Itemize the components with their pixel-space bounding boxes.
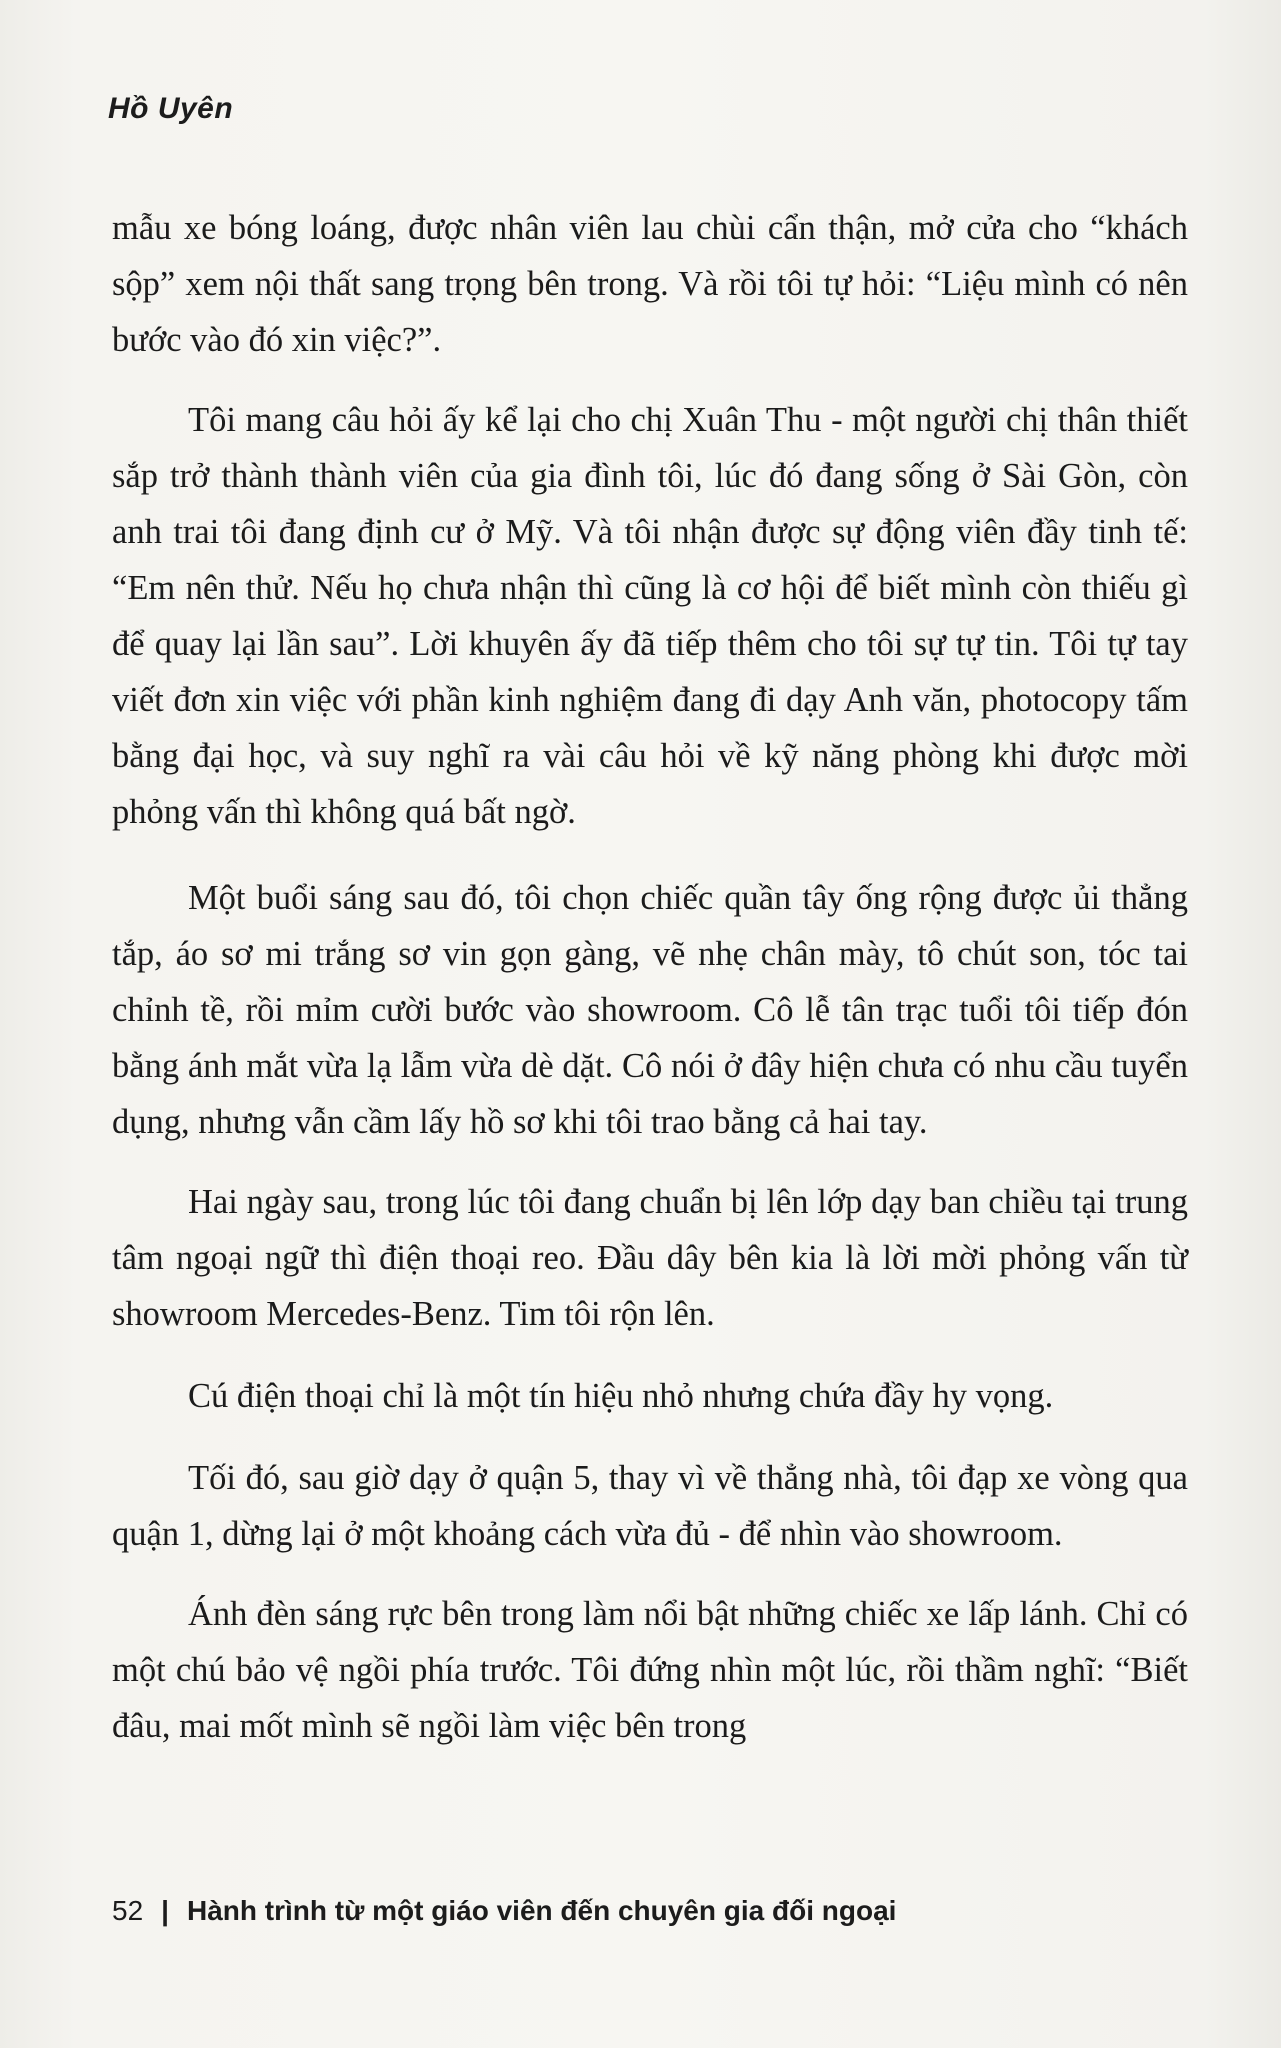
paragraph-6: Tối đó, sau giờ dạy ở quận 5, thay vì về thẳng nhà, tôi đạp xe vòng qua quận 1, dừng lại ở một khoảng cách vừa đủ - để nhìn vào showroom. [112,1459,1188,1553]
paragraph-1: mẫu xe bóng loáng, được nhân viên lau chùi cẩn thận, mở cửa cho “khách sộp” xem nội thất sang trọng bên trong. Và rồi tôi tự hỏi: “Liệu mình có nên bước vào đó xin việc?”. [112,209,1188,359]
footer-separator: | [161,1895,169,1926]
page-number: 52 [112,1895,144,1926]
paragraph-5: Cú điện thoại chỉ là một tín hiệu nhỏ nhưng chứa đầy hy vọng. [188,1377,1054,1415]
body-text [112,200,1188,1778]
paragraph-3: Một buổi sáng sau đó, tôi chọn chiếc quần tây ống rộng được ủi thẳng tắp, áo sơ mi trắng sơ vin gọn gàng, vẽ nhẹ chân mày, tô chút son, tóc tai chỉnh tề, rồi mỉm cười bước vào showroom. Cô lễ tân trạc tuổi tôi tiếp đón bằng ánh mắt vừa lạ lẫm vừa dè dặt. Cô nói ở đây hiện chưa có nhu cầu tuyển dụng, nhưng vẫn cầm lấy hồ sơ khi tôi trao bằng cả hai tay. [112,879,1188,1141]
running-header-author: Hồ Uyên [108,92,234,125]
paragraph-2: Tôi mang câu hỏi ấy kể lại cho chị Xuân Thu - một người chị thân thiết sắp trở thành thành viên của gia đình tôi, lúc đó đang sống ở Sài Gòn, còn anh trai tôi đang định cư ở Mỹ. Và tôi nhận được sự động viên đầy tinh tế: “Em nên thử. Nếu họ chưa nhận thì cũng là cơ hội để biết mình còn thiếu gì để quay lại lần sau”. Lời khuyên ấy đã tiếp thêm cho tôi sự tự tin. Tôi tự tay viết đơn xin việc với phần kinh nghiệm đang đi dạy Anh văn, photocopy tấm bằng đại học, và suy nghĩ ra vài câu hỏi về kỹ năng phòng khi được mời phỏng vấn thì không quá bất ngờ. [112,401,1188,831]
paragraph-4: Hai ngày sau, trong lúc tôi đang chuẩn bị lên lớp dạy ban chiều tại trung tâm ngoại ngữ thì điện thoại reo. Đầu dây bên kia là lời mời phỏng vấn từ showroom Mercedes-Benz. Tim tôi rộn lên. [112,1183,1188,1333]
paragraph-7: Ánh đèn sáng rực bên trong làm nổi bật những chiếc xe lấp lánh. Chỉ có một chú bảo vệ ngồi phía trước. Tôi đứng nhìn một lúc, rồi thầm nghĩ: “Biết đâu, mai mốt mình sẽ ngồi làm việc bên trong [112,1595,1188,1745]
page-footer [112,1895,896,1927]
book-title: Hành trình từ một giáo viên đến chuyên gia đối ngoại [187,1895,897,1926]
